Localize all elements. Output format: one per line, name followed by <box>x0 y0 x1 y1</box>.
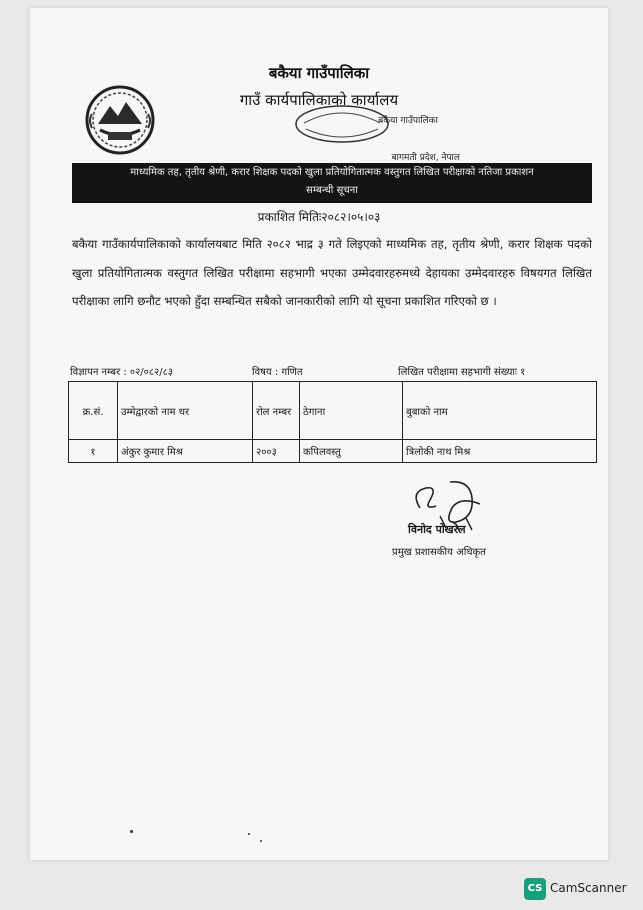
header-roll-number: रोल नम्बर <box>253 382 300 440</box>
province-line: बागमती प्रदेश, नेपाल <box>391 153 460 163</box>
banner-line-2: सम्बन्धी सूचना <box>306 185 358 196</box>
table-row <box>69 440 597 463</box>
participant-count: लिखित परीक्षामा सहभागी संख्याः १ <box>398 367 526 378</box>
subject-label: विषय : गणित <box>252 367 303 378</box>
office-name: बकैया गाउँपालिका <box>268 64 370 82</box>
scan-speck <box>248 833 250 835</box>
signatory-title: प्रमुख प्रशासकीय अधिकृत <box>392 547 486 558</box>
office-subtitle: गाउँ कार्यपालिकाको कार्यालय <box>239 91 399 109</box>
published-date: प्रकाशित मितिः२०८२।०५।०३ <box>257 210 381 224</box>
header-father-name: बुबाको नाम <box>403 382 597 440</box>
header-serial: क्र.सं. <box>69 382 118 440</box>
cell-roll-number: २००३ <box>253 440 300 463</box>
document-page <box>30 8 608 860</box>
cell-serial: १ <box>69 440 118 463</box>
table-header-row <box>69 382 597 440</box>
notice-body: बकैया गाउँकार्यपालिकाको कार्यालयबाट मिति २०८२ भाद्र ३ गते लिइएको माध्यमिक तह, तृतीय श्रेणी, करार शिक्षक पदको खुला प्रतियोगितात्मक वस्तुगत लिखित परीक्षामा सहभागी भएका उम्मेदवारहरुमध्ये देहायका उम्मेदवारहरु विषयगत लिखित परीक्षाका लागि छनौट भएको हुँदा सम्बन्धित सबैको जानकारीको लागि यो सूचना प्रकाशित गरिएको छ । <box>72 237 592 308</box>
header-address: ठेगाना <box>300 382 403 440</box>
camscanner-watermark: CamScanner <box>550 881 627 895</box>
camscanner-logo-icon: CS <box>524 878 546 900</box>
scan-speck <box>260 840 262 842</box>
notice-heading-banner <box>72 163 592 203</box>
advertisement-number: विज्ञापन नम्बर : ०२/०८२/८३ <box>70 367 174 378</box>
banner-line-1: माध्यमिक तह, तृतीय श्रेणी, करार शिक्षक पदको खुला प्रतियोगितात्मक वस्तुगत लिखित परीक्षाको नतिजा प्रकाशन <box>130 167 534 178</box>
header-candidate-name: उम्मेद्वारको नाम थर <box>118 382 253 440</box>
cell-address: कपिलवस्तु <box>300 440 403 463</box>
cell-father-name: त्रिलोकी नाथ मिश्र <box>403 440 597 463</box>
scan-speck <box>130 830 133 833</box>
signatory-name: विनोद पोखरेल <box>408 523 466 536</box>
cell-candidate-name: अंकुर कुमार मिश्र <box>118 440 253 463</box>
results-table <box>68 381 597 463</box>
office-address: बकैया गाउँपालिका <box>378 116 438 126</box>
